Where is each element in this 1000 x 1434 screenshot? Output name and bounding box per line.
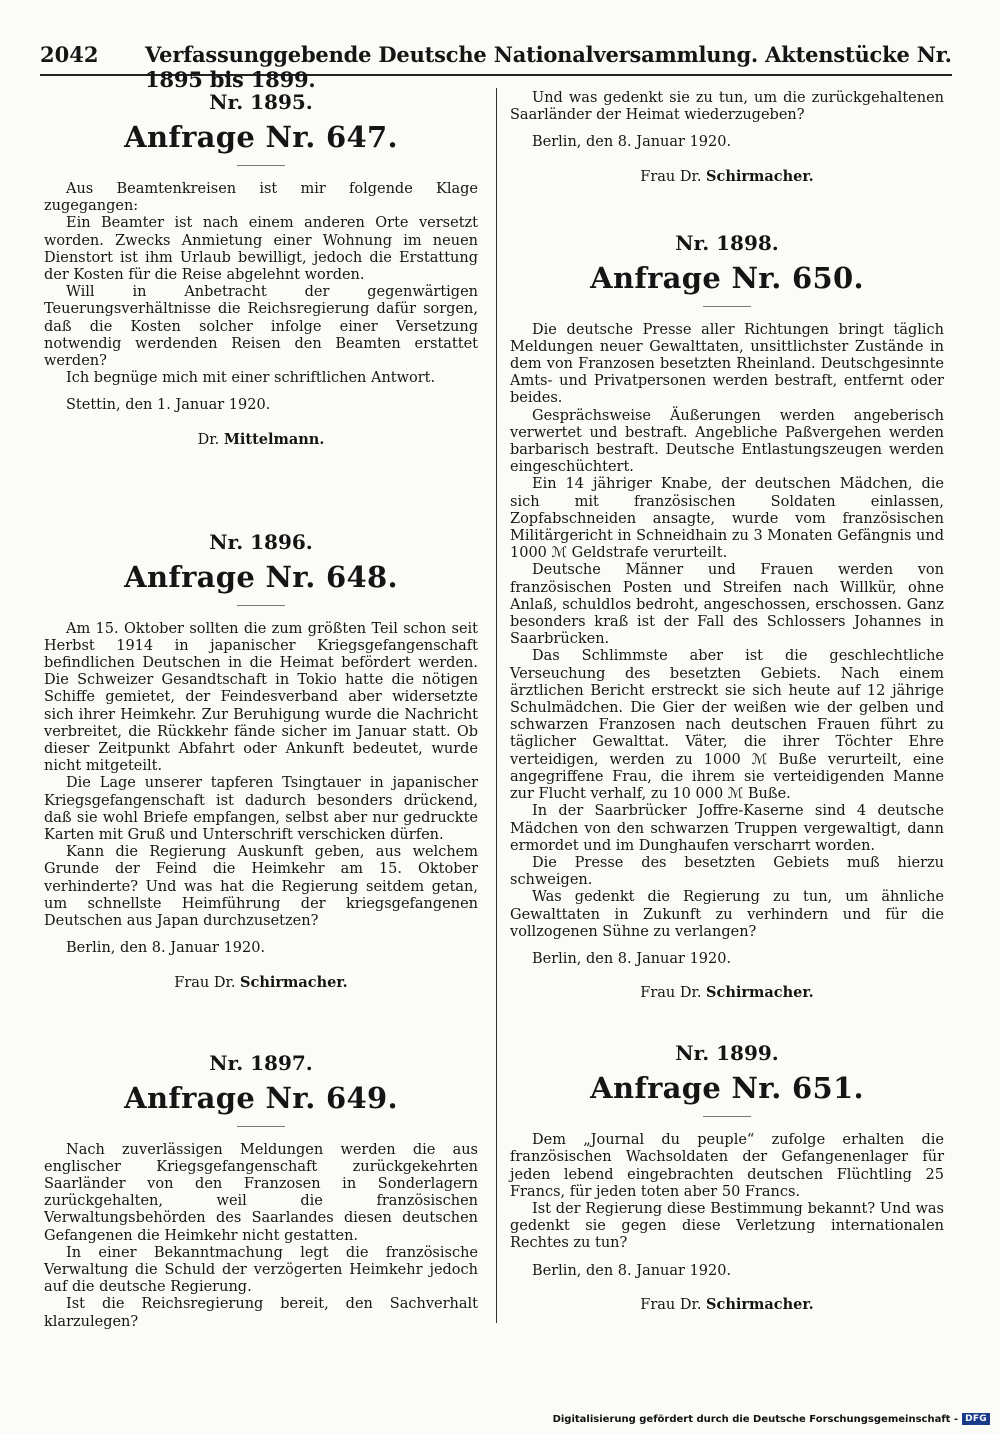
paragraph: Am 15. Oktober sollten die zum größten Teil schon seit Herbst 1914 in japanischer Kriegsgefangenschaft befindlichen Deutschen in die Heimat befördert werden. Die Schweizer Gesandtschaft in Tokio hatte die nötigen Schiffe gemietet, der Feindesverband aber widersetzte sich ihrer Heimkehr. Zur Beruhigung wurde die Nachricht verbreitet, die Rückkehr fände sicher im Januar statt. Ob dieser Zeitpunkt Abfahrt oder Ankunft bedeutet, wurde nicht mitgeteilt. bbox=[44, 620, 478, 775]
paragraph: Nach zuverlässigen Meldungen werden die aus englischer Kriegsgefangenschaft zurückgekehrten Saarländer von den Franzosen in Sonderlagern zurückgehalten, weil die französischen Verwaltungsbehörden des Saarlandes diesen deutschen Gefangenen die Heimkehr nicht gestatten. bbox=[44, 1141, 478, 1244]
signature-prefix: Dr. bbox=[197, 431, 220, 448]
document-title: Anfrage Nr. 648. bbox=[124, 559, 398, 594]
signature-prefix: Frau Dr. bbox=[640, 168, 702, 185]
page-header bbox=[40, 40, 952, 92]
paragraph: Was gedenkt die Regierung zu tun, um ähnliche Gewalttaten in Zukunft zu verhindern und für die vollzogenen Sühne zu verlangen? bbox=[510, 889, 944, 940]
document-number: Nr. 1899. bbox=[675, 1041, 779, 1066]
document-title: Anfrage Nr. 647. bbox=[124, 120, 398, 154]
paragraph: Und was gedenkt sie zu tun, um die zurückgehaltenen Saarländer der Heimat wiederzugeben? bbox=[510, 90, 944, 124]
signature bbox=[44, 974, 478, 991]
document-number: Nr. 1896. bbox=[209, 529, 313, 554]
paragraph: In der Saarbrücker Joffre-Kaserne sind 4 deutsche Mädchen von den schwarzen Truppen vergewaltigt, dann ermordet und im Dunghaufen verscharrt worden. bbox=[510, 803, 944, 854]
paragraph: Die Presse des besetzten Gebiets muß hierzu schweigen. bbox=[510, 854, 944, 889]
right-column bbox=[510, 90, 944, 1313]
paragraph: Die Lage unserer tapferen Tsingtauer in japanischer Kriegsgefangenschaft ist dadurch besonders drückend, daß sie wohl Briefe empfangen, selbst aber nur gedruckte Karten mit Gruß und Unterschrift verschicken dürfen. bbox=[44, 775, 478, 844]
paragraph: Will in Anbetracht der gegenwärtigen Teuerungsverhältnisse die Reichsregierung dafür sorgen, daß die Kosten solcher infolge einer Versetzung notwendig werdenden Reisen den Beamten erstattet werden? bbox=[44, 284, 478, 370]
document-title: Anfrage Nr. 650. bbox=[590, 260, 864, 295]
paragraph: Ist der Regierung diese Bestimmung bekannt? Und was gedenkt sie gegen diese Verletzung internationalen Rechtes zu tun? bbox=[510, 1200, 944, 1252]
paragraph: Dem „Journal du peuple“ zufolge erhalten die französischen Wachsoldaten der Gefangenenlager für jeden lebend eingebrachten deutschen Flüchtling 25 Francs, für jeden toten aber 50 Francs. bbox=[510, 1132, 944, 1200]
document-number: Nr. 1897. bbox=[209, 1050, 313, 1075]
document-title: Anfrage Nr. 651. bbox=[590, 1071, 864, 1106]
signature-name: Schirmacher. bbox=[706, 1295, 814, 1313]
left-column bbox=[44, 90, 478, 1331]
paragraph: Aus Beamtenkreisen ist mir folgende Klage zugegangen: bbox=[44, 181, 478, 215]
signature bbox=[510, 168, 944, 185]
dateline: Berlin, den 8. Januar 1920. bbox=[66, 940, 266, 957]
title-rule bbox=[703, 1116, 751, 1117]
dateline: Berlin, den 8. Januar 1920. bbox=[532, 134, 732, 151]
signature bbox=[510, 984, 944, 1001]
title-rule bbox=[237, 165, 285, 166]
paragraph: Kann die Regierung Auskunft geben, aus welchem Grunde der Feind die Heimkehr am 15. Oktober verhinderte? Und was hat die Regierung seitdem getan, um schnellste Heimführung der kriegsgefangenen Deutschen aus Japan durchzusetzen? bbox=[44, 844, 478, 930]
paragraph: Ist die Reichsregierung bereit, den Sachverhalt klarzulegen? bbox=[44, 1296, 478, 1330]
paragraph: Ich begnüge mich mit einer schriftlichen Antwort. bbox=[66, 370, 436, 387]
paragraph: Die deutsche Presse aller Richtungen bringt täglich Meldungen neuer Gewalttaten, unsittlichster Zustände in dem von Franzosen besetzten Rheinland. Deutschgesinnte Amts- und Privatpersonen werden bestraft, entfernt oder beides. bbox=[510, 321, 944, 407]
title-rule bbox=[703, 306, 751, 307]
signature bbox=[44, 431, 478, 448]
dfg-logo: DFG bbox=[962, 1413, 990, 1425]
document-1897-continued bbox=[510, 90, 944, 185]
signature-name: Schirmacher. bbox=[240, 973, 348, 991]
document-1895 bbox=[44, 90, 478, 448]
title-rule bbox=[237, 1126, 285, 1127]
document-title: Anfrage Nr. 649. bbox=[124, 1080, 398, 1115]
dateline: Berlin, den 8. Januar 1920. bbox=[532, 950, 732, 967]
signature-prefix: Frau Dr. bbox=[640, 985, 702, 1002]
document-1897 bbox=[44, 1051, 478, 1331]
signature-name: Schirmacher. bbox=[706, 167, 814, 185]
footer-text: Digitalisierung gefördert durch die Deutsche Forschungsgemeinschaft - bbox=[552, 1413, 959, 1425]
footer-credit bbox=[553, 1413, 990, 1425]
dateline: Stettin, den 1. Januar 1920. bbox=[66, 397, 271, 414]
dateline: Berlin, den 8. Januar 1920. bbox=[532, 1262, 732, 1279]
paragraph: In einer Bekanntmachung legt die französische Verwaltung die Schuld der verzögerten Heimkehr jedoch auf die deutsche Regierung. bbox=[44, 1244, 478, 1296]
column-divider bbox=[496, 88, 497, 1323]
document-number: Nr. 1895. bbox=[209, 90, 313, 114]
paragraph: Gesprächsweise Äußerungen werden angeberisch verwertet und bestraft. Angebliche Paßvergehen werden barbarisch bestraft. Deutsche Entlastungszeugen werden eingeschüchtert. bbox=[510, 407, 944, 476]
signature-name: Schirmacher. bbox=[706, 984, 814, 1002]
title-rule bbox=[237, 605, 285, 606]
signature-prefix: Frau Dr. bbox=[640, 1296, 702, 1313]
document-1899 bbox=[510, 1041, 944, 1313]
document-1898 bbox=[510, 231, 944, 1002]
running-title: Verfassunggebende Deutsche Nationalversammlung. Aktenstücke Nr. 1895 bis 1899. bbox=[145, 42, 952, 92]
document-1896 bbox=[44, 530, 478, 991]
signature-prefix: Frau Dr. bbox=[174, 974, 236, 991]
page-number: 2042 bbox=[40, 42, 99, 67]
paragraph: Deutsche Männer und Frauen werden von französischen Posten und Streifen nach Willkür, ohne Anlaß, schuldlos bedroht, angeschossen, erschossen. Ganz besonders kraß ist der Fall des Schlossers Johannes in Saarbrücken. bbox=[510, 562, 944, 648]
signature bbox=[510, 1296, 944, 1313]
document-number: Nr. 1898. bbox=[675, 230, 779, 255]
paragraph: Ein 14 jähriger Knabe, der deutschen Mädchen, die sich mit französischen Soldaten einlassen, Zopfabschneiden ansagte, wurde vom französischen Militärgericht in Schneidhain zu 3 Monaten Gefängnis und 1000 ℳ Geldstrafe verurteilt. bbox=[510, 476, 944, 562]
paragraph: Ein Beamter ist nach einem anderen Orte versetzt worden. Zwecks Anmietung einer Wohnung im neuen Dienstort ist ihm Urlaub bewilligt, jedoch die Erstattung der Kosten für die Reise abgelehnt worden. bbox=[44, 215, 478, 284]
signature-name: Mittelmann. bbox=[223, 430, 325, 448]
paragraph: Das Schlimmste aber ist die geschlechtliche Verseuchung des besetzten Gebiets. Nach einem ärztlichen Bericht erstreckt sie sich heute auf 12 jährige Schulmädchen. Die Gier der weißen wie der gelben und schwarzen Franzosen nach deutschen Frauen führt zu täglicher Gewalttat. Väter, die ihrer Töchter Ehre verteidigen, werden zu 1000 ℳ Buße verurteilt, eine angegriffene Frau, die ihrem sie verteidigenden Manne zur Flucht verhalf, zu 10 000 ℳ Buße. bbox=[510, 648, 944, 803]
